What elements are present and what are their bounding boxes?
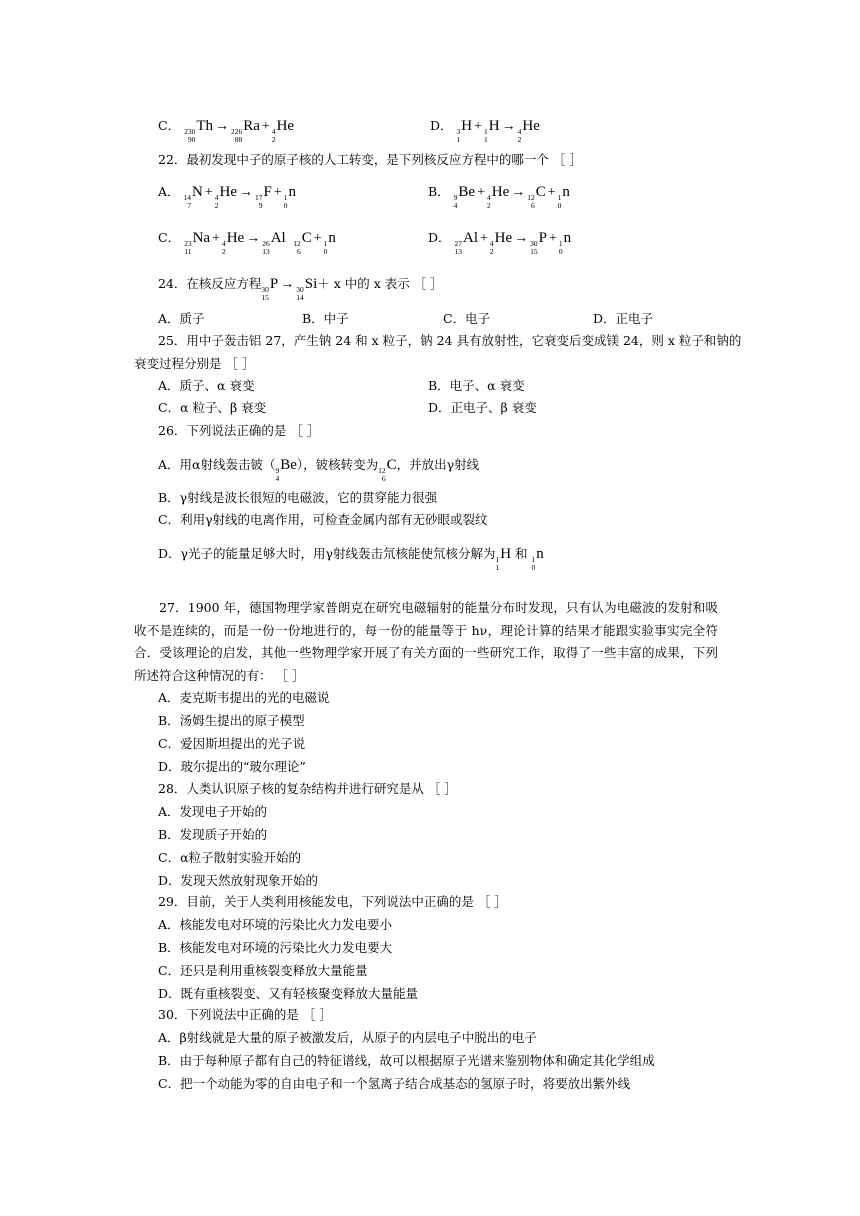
q28-option-d: D．发现天然放射现象开始的 <box>158 873 319 888</box>
q25-option-c: C．α 粒子、β 衰变 <box>158 400 267 415</box>
atomic-number: 4 <box>275 474 280 483</box>
nuclide-symbol <box>559 230 571 256</box>
option-label: C． <box>158 230 181 245</box>
q24-option-d: D．正电子 <box>593 311 654 326</box>
nuclide-symbol <box>454 184 475 210</box>
nuclide-symbol <box>324 230 336 256</box>
atomic-number: 88 <box>234 135 243 144</box>
operator: + <box>477 185 485 200</box>
q29-stem: 29．目前，关于人类利用核能发电，下列说法中正确的是 ［ ］ <box>158 894 507 909</box>
mass-number: 27 <box>454 239 463 248</box>
element-symbol: P <box>269 276 279 292</box>
element-symbol: Th <box>196 118 213 134</box>
q22-stem: 22．最初发现中子的原子核的人工转变，是下列核反应方程中的哪一个 ［ ］ <box>158 152 582 167</box>
element-symbol: Si <box>304 276 318 292</box>
q27-option-b: B．汤姆生提出的原子模型 <box>158 713 305 728</box>
atomic-number: 0 <box>531 563 536 572</box>
mass-number: 30 <box>261 285 269 294</box>
element-symbol: Al <box>270 230 286 246</box>
q22-option-c <box>158 230 336 256</box>
nuclide-symbol <box>222 230 244 256</box>
q30-option-a: A．β射线就是大量的原子被激发后，从原子的内层电子中脱出的电子 <box>158 1030 537 1045</box>
atomic-number: 1 <box>456 135 461 144</box>
q28-stem: 28．人类认识原子核的复杂结构并进行研究是从 ［ ］ <box>158 781 457 796</box>
nuclide <box>378 457 397 483</box>
nuclide-symbol <box>272 118 294 144</box>
nuclide-symbol <box>527 184 546 210</box>
operator: + <box>261 119 270 134</box>
atomic-number: 6 <box>296 247 301 256</box>
atomic-number: 15 <box>530 247 538 256</box>
q22-option-a <box>158 184 296 210</box>
element-symbol: n <box>562 184 570 200</box>
atomic-number: 14 <box>296 293 304 302</box>
nuclide-symbol <box>530 230 547 256</box>
q30-stem: 30．下列说法中正确的是 ［ ］ <box>158 1007 332 1022</box>
atomic-number: 2 <box>221 247 226 256</box>
mass-number: 30 <box>530 239 538 248</box>
reaction-arrow: → <box>514 231 529 246</box>
mass-number: 4 <box>271 127 276 136</box>
q21-option-c <box>158 118 294 144</box>
nuclide-symbol <box>231 118 260 144</box>
q29-option-b: B．核能发电对环境的污染比火力发电要大 <box>158 940 393 955</box>
option-label: A． <box>158 184 180 199</box>
atomic-number: 0 <box>558 247 563 256</box>
q24-option-b: B．中子 <box>302 311 349 326</box>
element-symbol: F <box>263 184 272 200</box>
mass-number: 1 <box>323 239 328 248</box>
q28-option-c: C．α粒子散射实验开始的 <box>158 850 302 865</box>
atomic-number: 4 <box>453 201 458 210</box>
operator: + <box>547 185 556 200</box>
mass-number: 9 <box>453 193 458 202</box>
atomic-number: 2 <box>517 135 522 144</box>
reaction-arrow: → <box>511 185 526 200</box>
nuclide-symbol <box>457 118 473 144</box>
mass-number: 1 <box>484 127 488 136</box>
element-symbol: C <box>301 230 312 246</box>
operator <box>286 231 294 246</box>
element-symbol: n <box>288 184 297 200</box>
nuclide-symbol <box>490 230 512 256</box>
nuclide-symbol <box>558 184 570 210</box>
mass-number: 9 <box>275 466 280 475</box>
operator: + <box>474 119 483 134</box>
q27-option-c: C．爱因斯坦提出的光子说 <box>158 736 306 751</box>
atomic-number: 9 <box>258 201 263 210</box>
atomic-number: 0 <box>283 201 288 210</box>
operator: + <box>273 185 282 200</box>
nuclide-symbol <box>184 230 210 256</box>
operator: + <box>549 231 557 246</box>
nuclide-symbol <box>275 457 296 483</box>
nuclear-equation <box>453 184 570 210</box>
q27-option-d: D．玻尔提出的“玻尔理论” <box>158 759 306 774</box>
mass-number: 1 <box>495 555 500 564</box>
nuclear-equation <box>261 276 318 302</box>
atomic-number: 90 <box>187 135 196 144</box>
atomic-number: 0 <box>323 247 328 256</box>
nuclide-symbol <box>215 184 237 210</box>
nuclide-symbol <box>293 230 312 256</box>
reaction-arrow: → <box>246 231 261 246</box>
reaction-arrow: → <box>280 277 295 292</box>
nuclide-symbol <box>284 184 296 210</box>
q25-stem-line2: 衰变过程分别是 ［ ］ <box>134 356 255 371</box>
element-symbol: H <box>461 118 473 134</box>
q24-stem: 24．在核反应方程 30 15 P → 30 14 Si＋ x 中的 x 表示 ［ ］ <box>158 276 443 302</box>
mass-number: 4 <box>487 193 491 202</box>
q26-option-a: A．用α射线轰击铍（ 9 4 Be），铍核转变为 12 6 C，并放出γ射线 <box>158 457 480 483</box>
nuclide-symbol <box>262 230 286 256</box>
reaction-arrow: → <box>501 119 516 134</box>
mass-number: 1 <box>283 193 288 202</box>
operator: + <box>204 185 213 200</box>
q26-stem: 26．下列说法正确的是 ［ ］ <box>158 423 320 438</box>
element-symbol: He <box>522 118 540 134</box>
element-symbol: He <box>494 230 513 246</box>
atomic-number: 6 <box>531 201 535 210</box>
atomic-number: 11 <box>184 247 192 256</box>
atomic-number: 2 <box>214 201 219 210</box>
reaction-arrow: → <box>214 119 229 134</box>
element-symbol: Ra <box>243 118 260 134</box>
reaction-arrow: → <box>239 185 254 200</box>
atomic-number: 0 <box>557 201 562 210</box>
operator: + <box>212 231 220 246</box>
q22-option-d <box>428 230 571 256</box>
mass-number: 4 <box>214 193 219 202</box>
mass-number: 3 <box>456 127 461 136</box>
element-symbol: He <box>276 118 295 134</box>
mass-number: 14 <box>183 193 192 202</box>
q29-option-a: A．核能发电对环境的污染比火力发电要小 <box>158 917 393 932</box>
nuclear-equation <box>184 118 295 144</box>
element-symbol: n <box>563 230 572 246</box>
q26-option-b: B．γ射线是波长很短的电磁波，它的贯穿能力很强 <box>158 490 438 505</box>
atomic-number: 7 <box>187 201 192 210</box>
element-symbol: H <box>500 546 512 562</box>
nuclide-symbol <box>495 546 511 572</box>
element-symbol: N <box>192 184 203 200</box>
nuclide <box>495 546 512 572</box>
atomic-number: 1 <box>495 563 500 572</box>
mass-number: 1 <box>531 555 536 564</box>
element-symbol: H <box>488 118 500 134</box>
option-label: D． <box>430 118 453 133</box>
q25-option-d: D．正电子、β 衰变 <box>428 400 537 415</box>
q24-option-a: A．质子 <box>158 311 205 326</box>
atomic-number: 15 <box>261 293 269 302</box>
nuclear-equation <box>454 230 572 256</box>
q28-option-a: A．发现电子开始的 <box>158 804 268 819</box>
mass-number: 1 <box>558 239 563 248</box>
q27-option-a: A．麦克斯韦提出的光的电磁说 <box>158 690 330 705</box>
q22-option-b <box>428 184 570 210</box>
mass-number: 4 <box>489 239 494 248</box>
q25-stem-line1: 25．用中子轰击铝 27，产生钠 24 和 x 粒子，钠 24 具有放射性，它衰变后变成镁 24，则 x 粒子和钠的 <box>158 333 742 348</box>
nuclide-symbol <box>255 184 272 210</box>
nuclide <box>275 457 297 483</box>
option-label: D． <box>428 230 451 245</box>
mass-number: 12 <box>378 466 386 475</box>
nuclear-equation <box>183 184 297 210</box>
element-symbol: C <box>386 457 397 473</box>
option-label: B． <box>428 184 450 199</box>
atomic-number: 2 <box>489 247 494 256</box>
element-symbol: n <box>328 230 336 246</box>
nuclide-symbol <box>487 184 509 210</box>
q28-option-b: B．发现质子开始的 <box>158 827 268 842</box>
nuclear-equation <box>456 118 540 144</box>
q25-option-b: B．电子、α 衰变 <box>428 378 525 393</box>
element-symbol: He <box>219 184 238 200</box>
mass-number: 23 <box>184 239 192 248</box>
nuclide-symbol <box>296 276 317 302</box>
element-symbol: Be <box>280 457 297 473</box>
q27-stem: 27．1900 年，德国物理学家普朗克在研究电磁辐射的能量分布时发现，只有认为电磁波的发射和吸收不是连续的，而是一份一份地进行的，每一份的能量等于 hν，理论计算的结果才能跟实验事实完全符合．受该理论的启发，其他一些物理学家开展了有关方面的一些研究工作，取得了一些丰富的成果，下列所述符合这种情况的有： ［ ］ <box>134 600 718 683</box>
mass-number: 30 <box>296 285 304 294</box>
element-symbol: Na <box>192 230 211 246</box>
q26-option-c: C．利用γ射线的电离作用，可检查金属内部有无砂眼或裂纹 <box>158 512 488 527</box>
q30-option-b: B．由于每种原子都有自己的特征谱线，故可以根据原子光谱来鉴别物体和确定其化学组成 <box>158 1053 655 1068</box>
nuclide-symbol <box>518 118 540 144</box>
operator: + <box>313 231 322 246</box>
q25-option-a: A．质子、α 衰变 <box>158 378 255 393</box>
element-symbol: Al <box>463 230 479 246</box>
nuclide-symbol <box>484 118 500 144</box>
mass-number: 26 <box>262 239 270 248</box>
nuclear-equation <box>184 230 336 256</box>
q29-option-c: C．还只是利用重核裂变释放大量能量 <box>158 963 368 978</box>
mass-number: 4 <box>221 239 226 248</box>
nuclide-symbol <box>378 457 397 483</box>
nuclide <box>531 546 544 572</box>
nuclide-symbol <box>455 230 479 256</box>
mass-number: 226 <box>230 127 243 136</box>
element-symbol: He <box>491 184 510 200</box>
q21-option-d <box>430 118 540 144</box>
mass-number: 230 <box>184 127 196 136</box>
atomic-number: 1 <box>484 135 488 144</box>
nuclide-symbol <box>532 546 544 572</box>
mass-number: 1 <box>557 193 562 202</box>
mass-number: 4 <box>517 127 522 136</box>
nuclide-symbol <box>184 184 203 210</box>
nuclide-symbol <box>184 118 213 144</box>
element-symbol: n <box>536 546 544 562</box>
element-symbol: C <box>535 184 546 200</box>
atomic-number: 13 <box>454 247 463 256</box>
q26-option-d: D．γ光子的能量足够大时，用γ射线轰击氘核能使氘核分解为 1 1 H 和 1 0 n <box>158 546 544 572</box>
element-symbol: P <box>538 230 548 246</box>
mass-number: 17 <box>255 193 263 202</box>
atomic-number: 2 <box>271 135 276 144</box>
element-symbol: He <box>226 230 245 246</box>
atomic-number: 2 <box>487 201 491 210</box>
mass-number: 12 <box>527 193 535 202</box>
atomic-number: 13 <box>262 247 270 256</box>
element-symbol: Be <box>458 184 476 200</box>
q30-option-c: C．把一个动能为零的自由电子和一个氢离子结合成基态的氢原子时，将要放出紫外线 <box>158 1076 631 1091</box>
operator: + <box>480 231 488 246</box>
option-label: C． <box>158 118 181 133</box>
q24-option-c: C．电子 <box>443 311 491 326</box>
mass-number: 12 <box>293 239 301 248</box>
nuclide-symbol <box>261 276 278 302</box>
atomic-number: 6 <box>381 474 386 483</box>
q29-option-d: D．既有重核裂变、又有轻核聚变释放大量能量 <box>158 986 419 1001</box>
